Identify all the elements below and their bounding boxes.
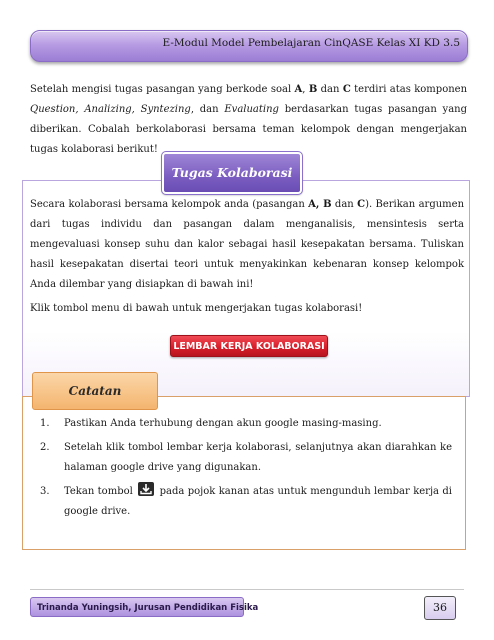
list-item: 1. Pastikan Anda terhubung dengan akun google masing-masing. — [40, 418, 382, 429]
footer-divider — [30, 589, 464, 590]
footer-author: Trinanda Yuningsih, Jurusan Pendidikan Fisika — [30, 597, 244, 617]
collaboration-click-hint: Klik tombol menu di bawah untuk mengerjakan tugas kolaborasi! — [30, 303, 363, 314]
download-icon — [138, 482, 154, 496]
page-number: 36 — [424, 596, 456, 620]
notes-title: Catatan — [32, 372, 158, 410]
list-item: 2. Setelah klik tombol lembar kerja kolaborasi, selanjutnya akan diarahkan ke halaman google drive yang digunakan. — [40, 442, 452, 473]
collaboration-title: Tugas Kolaborasi — [162, 152, 302, 194]
notes-list — [40, 414, 452, 526]
collaboration-worksheet-button[interactable]: LEMBAR KERJA KOLABORASI — [170, 335, 328, 357]
collaboration-instructions: Secara kolaborasi bersama kelompok anda (pasangan A, B dan C). Berikan argumen dari tugas individu dan pasangan dalam menganalisis, mensintesis serta mengevaluasi konsep suhu dan kalor sebagai hasil kesepakatan bersama. Tuliskan hasil kesepakatan disertai teori untuk menyakinkan kebenaran konsep kelompok Anda dilembar yang disiapkan di bawah ini! — [30, 199, 465, 290]
list-item: 3. Tekan tombol pada pojok kanan atas untuk mengunduh lembar kerja di google drive. — [40, 482, 452, 522]
module-title: E-Modul Model Pembelajaran CinQASE Kelas XI KD 3.5 — [162, 37, 460, 49]
intro-paragraph: Setelah mengisi tugas pasangan yang berkode soal A, B dan C terdiri atas komponen Question, Analizing, Syntezing, dan Evaluating berdasarkan tugas pasangan yang diberikan. Cobalah berkolaborasi bersama teman kelompok dengan mengerjakan tugas kolaborasi berikut! — [30, 84, 468, 155]
